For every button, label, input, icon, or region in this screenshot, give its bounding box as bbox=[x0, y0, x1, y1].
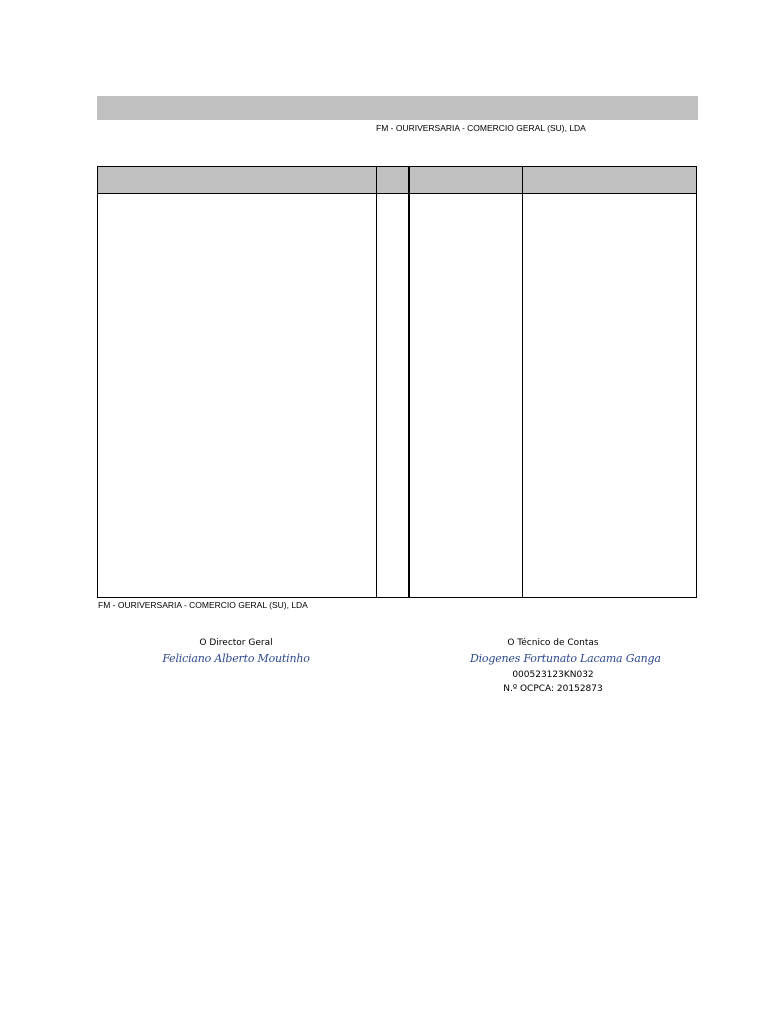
document-title-bar bbox=[97, 96, 698, 120]
accountant-id-number: 000523123KN032 bbox=[512, 670, 594, 680]
column-divider bbox=[522, 167, 523, 597]
column-divider bbox=[376, 167, 377, 597]
accountant-signature: Diogenes Fortunato Lacama Ganga bbox=[470, 652, 661, 665]
financial-table bbox=[97, 166, 697, 598]
company-name-footer: FM - OURIVERSARIA - COMERCIO GERAL (SU), LDA bbox=[98, 600, 308, 610]
director-role-label: O Director Geral bbox=[199, 638, 273, 648]
director-signature-block bbox=[160, 636, 312, 668]
accountant-signature-block bbox=[470, 636, 661, 696]
table-header-row bbox=[98, 167, 696, 194]
column-divider bbox=[408, 167, 410, 597]
director-signature: Feliciano Alberto Moutinho bbox=[162, 652, 310, 665]
accountant-role-label: O Técnico de Contas bbox=[507, 638, 599, 648]
accountant-ocpca-number: N.º OCPCA: 20152873 bbox=[503, 684, 603, 694]
company-name-header: FM - OURIVERSARIA - COMERCIO GERAL (SU), LDA bbox=[376, 123, 586, 133]
